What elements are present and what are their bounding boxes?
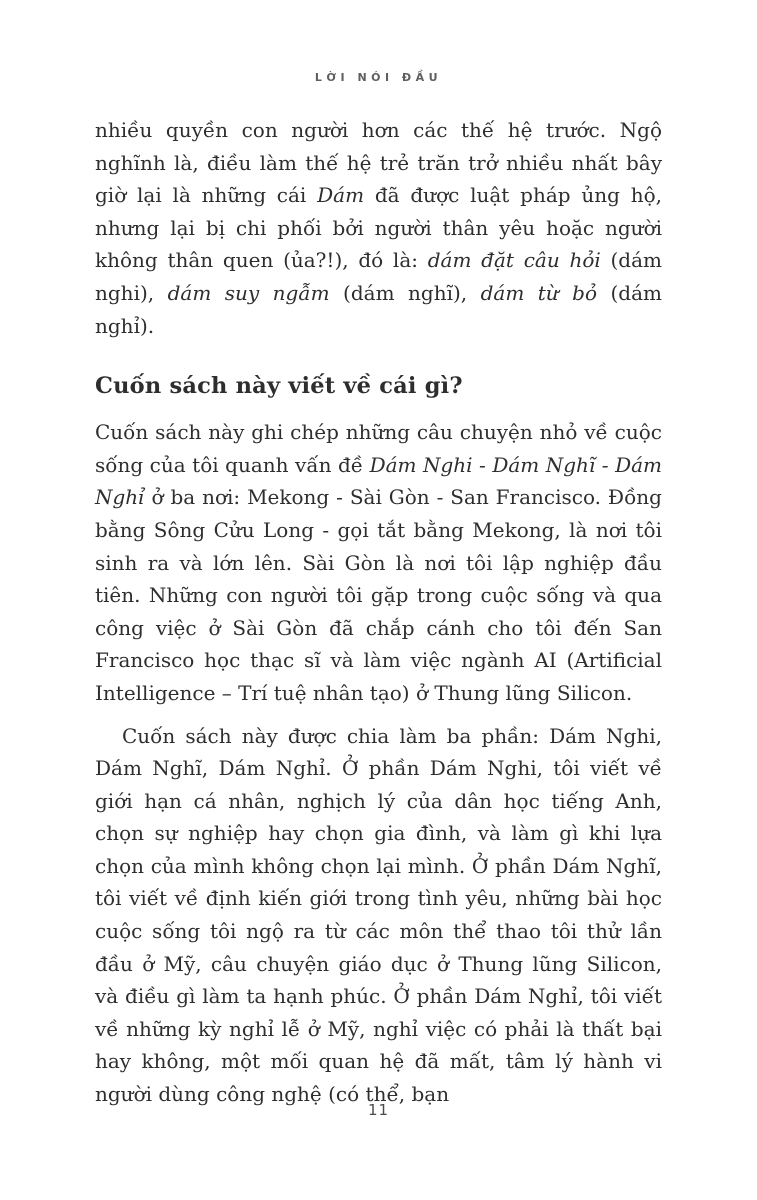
running-header: LỜI NÓI ĐẦU bbox=[314, 71, 443, 84]
section-paragraphs bbox=[95, 416, 662, 1110]
text-run: Dám Nghi - Dám Nghĩ - Dám Nghỉ bbox=[95, 452, 662, 510]
page-body bbox=[95, 114, 662, 1111]
text-run: dám suy ngẫm bbox=[167, 280, 330, 305]
text-run: (dám nghỉ). bbox=[95, 280, 662, 338]
page-number: 11 bbox=[367, 1101, 390, 1119]
text-run: dám đặt câu hỏi bbox=[427, 248, 601, 273]
section-heading: Cuốn sách này viết về cái gì? bbox=[95, 373, 463, 400]
text-run: Cuốn sách này được chia làm ba phần: Dám Nghi, Dám Nghĩ, Dám Nghỉ. Ở phần Dám Nghi, tôi viết về giới hạn cá nhân, nghịch lý của dân học tiếng Anh, chọn sự nghiệp hay chọn gia đình, và làm gì khi lựa chọn của mình không chọn lại mình. Ở phần Dám Nghĩ, tôi viết về định kiến giới trong tình yêu, những bài học cuộc sống tôi ngộ ra từ các môn thể thao tôi thử lần đầu ở Mỹ, câu chuyện giáo dục ở Thung lũng Silicon, và điều gì làm ta hạnh phúc. Ở phần Dám Nghỉ, tôi viết về những kỳ nghỉ lễ ở Mỹ, nghỉ việc có phải là thất bại hay không, một mối quan hệ đã mất, tâm lý hành vi người dùng công nghệ (có thể, bạn bbox=[95, 723, 662, 1107]
paragraph bbox=[95, 720, 662, 1111]
text-run: Cuốn sách này ghi chép những câu chuyện nhỏ về cuộc sống của tôi quanh vấn đề bbox=[95, 420, 662, 477]
paragraph bbox=[95, 416, 662, 709]
text-run: (dám nghĩ), bbox=[329, 280, 481, 305]
paragraph bbox=[95, 114, 662, 342]
text-run: nhiều quyền con người hơn các thế hệ trước. Ngộ nghĩnh là, điều làm thế hệ trẻ trăn trở nhiều nhất bây giờ lại là những cái bbox=[95, 118, 662, 208]
text-run: đã được luật pháp ủng hộ, nhưng lại bị chi phối bởi người thân yêu hoặc người không thân quen (ủa?!), đó là: bbox=[95, 183, 662, 273]
text-run: dám từ bỏ bbox=[480, 280, 598, 305]
text-run: ở ba nơi: Mekong - Sài Gòn - San Francisco. Đồng bằng Sông Cửu Long - gọi tắt bằng Mekong, là nơi tôi sinh ra và lớn lên. Sài Gòn là nơi tôi lập nghiệp đầu tiên. Những con người tôi gặp trong cuộc sống và qua công việc ở Sài Gòn đã chắp cánh cho tôi đến San Francisco học thạc sĩ và làm việc ngành AI (Artificial Intelligence – Trí tuệ nhân tạo) ở Thung lũng Silicon. bbox=[95, 485, 662, 705]
text-run: (dám nghi), bbox=[95, 248, 663, 305]
intro-paragraphs bbox=[95, 114, 662, 342]
text-run: Dám bbox=[317, 183, 365, 208]
